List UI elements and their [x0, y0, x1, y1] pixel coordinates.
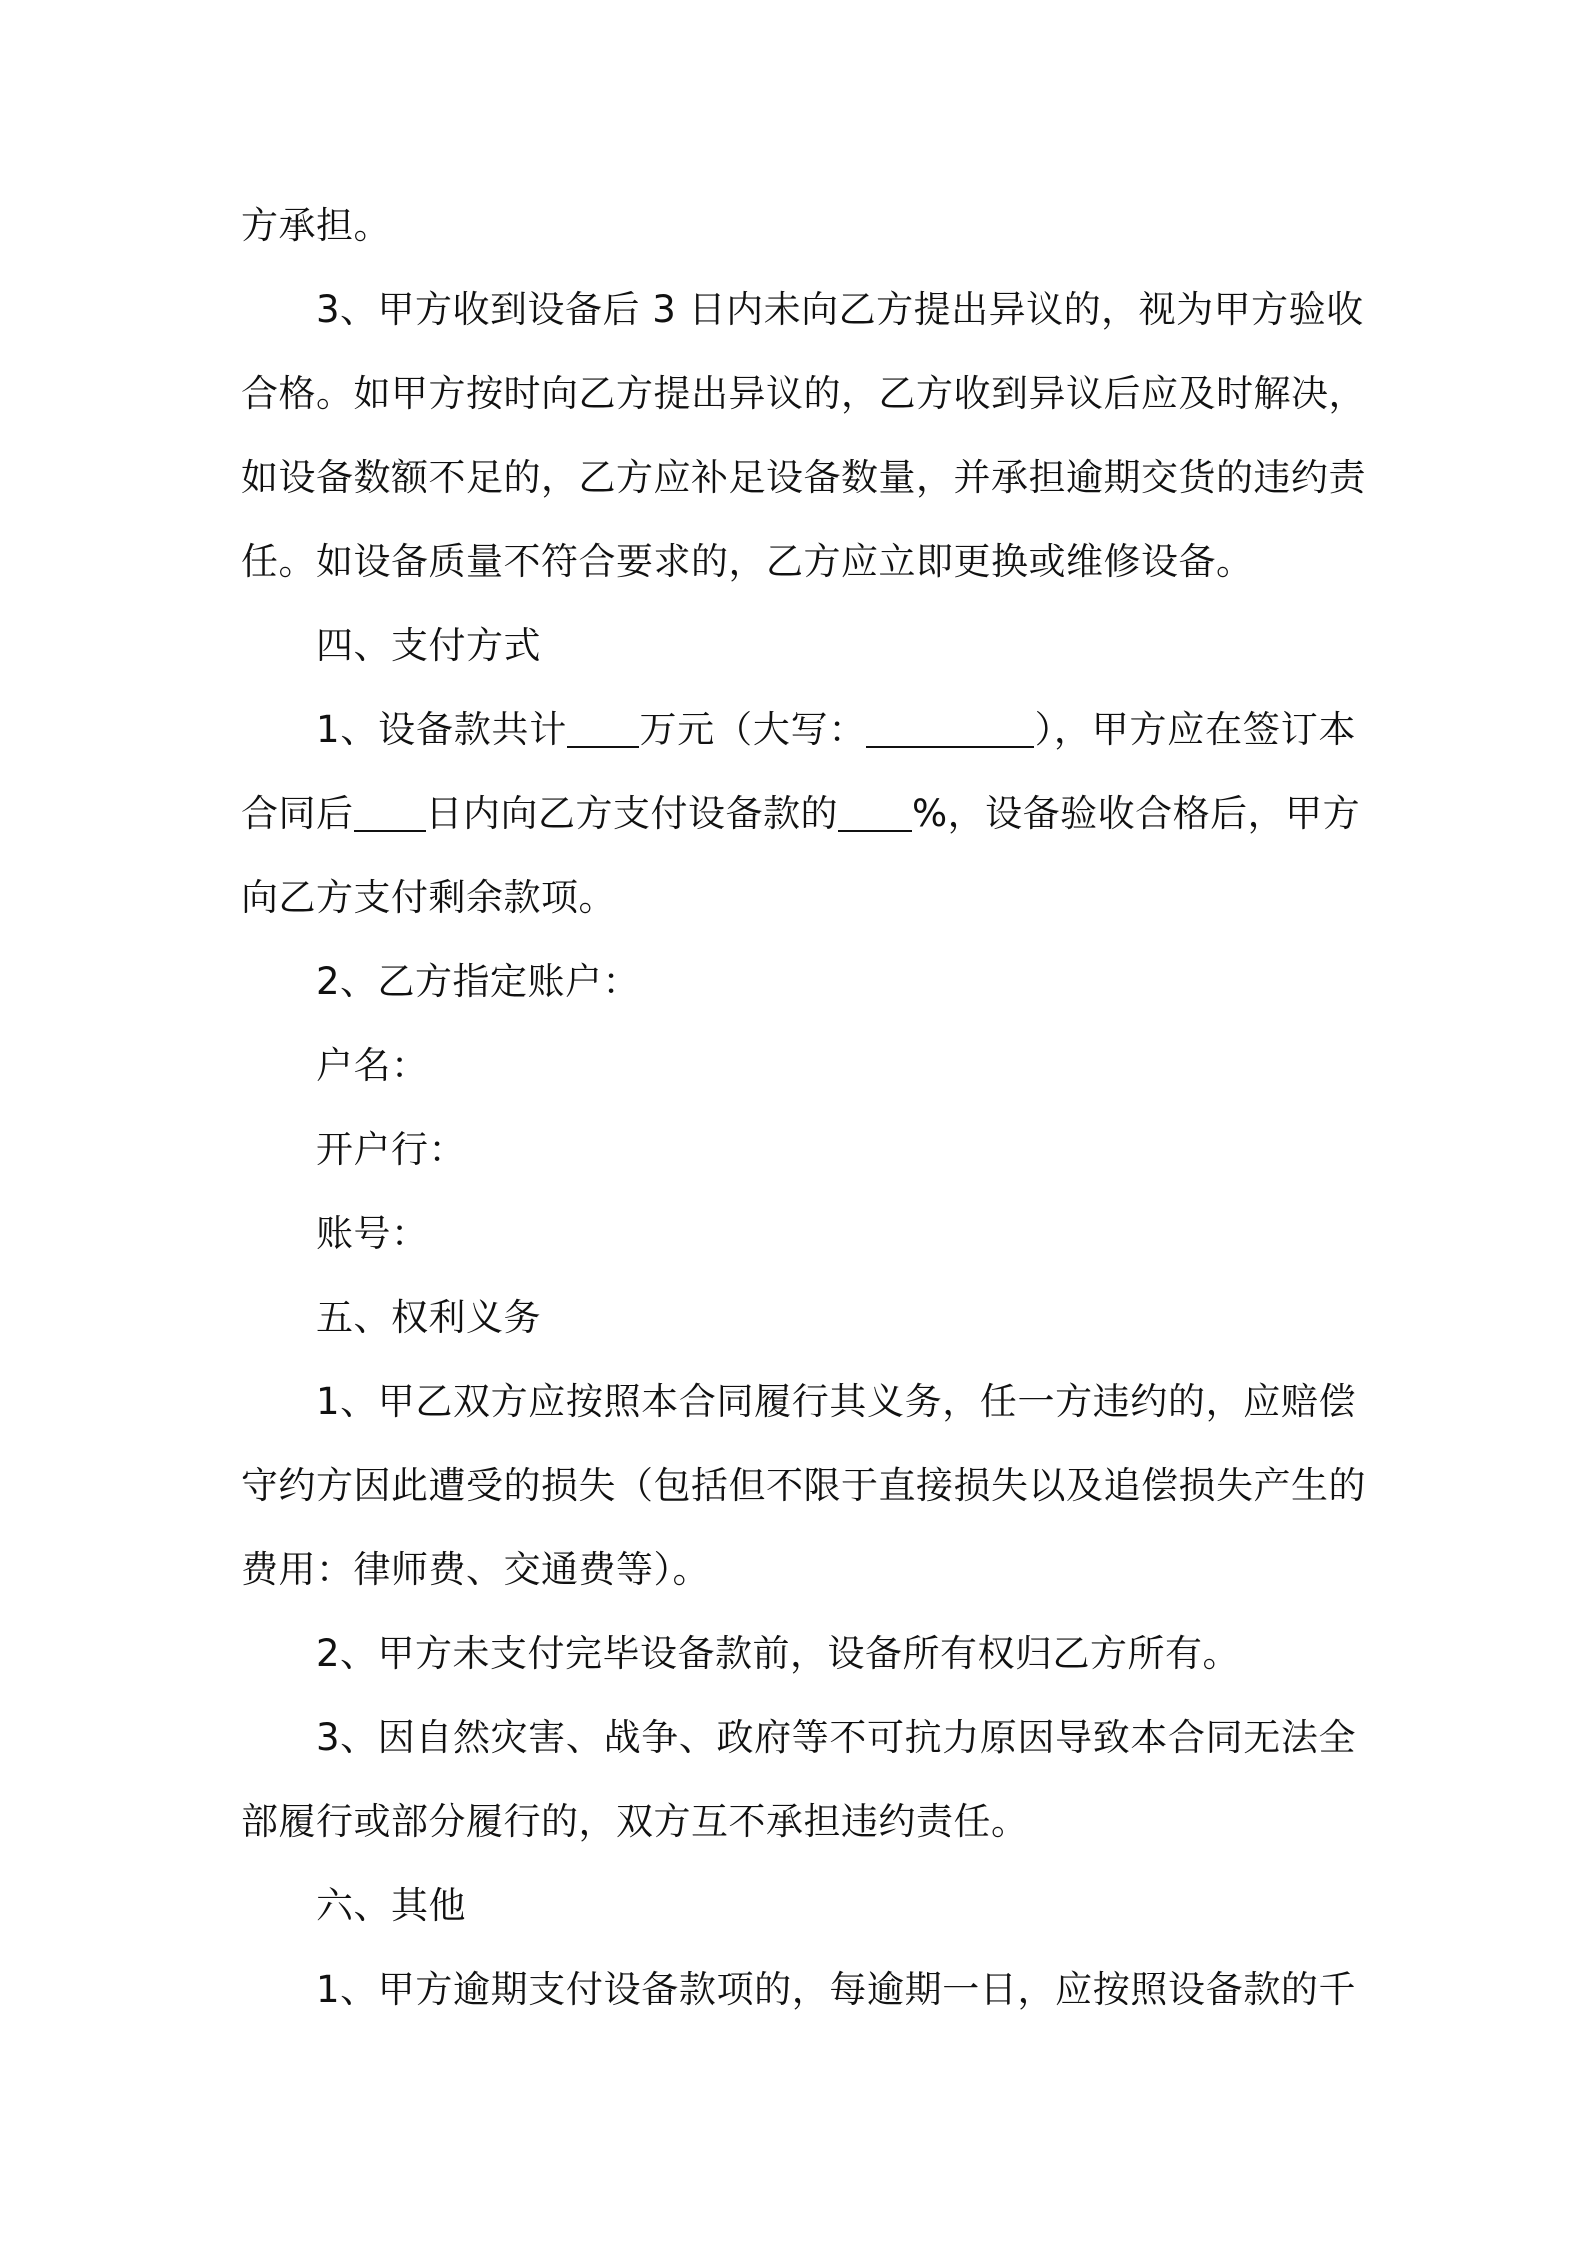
section-heading: 五、权利义务 [316, 1296, 541, 1339]
text-line: 向乙方支付剩余款项。 [241, 876, 616, 919]
fill-in-blank[interactable] [866, 706, 1034, 748]
text-segment: 万元（大写： [639, 708, 867, 751]
account-name-label: 户名： [316, 1044, 429, 1087]
fill-in-blank[interactable] [838, 790, 912, 832]
bank-label: 开户行： [316, 1128, 466, 1171]
text-segment: 合同后 [241, 792, 354, 835]
text-line: 守约方因此遭受的损失（包括但不限于直接损失以及追偿损失产生的 [241, 1464, 1366, 1507]
text-line: 部履行或部分履行的，双方互不承担违约责任。 [241, 1800, 1029, 1843]
text-line: 3、甲方收到设备后 3 日内未向乙方提出异议的，视为甲方验收 [316, 288, 1364, 331]
section-heading: 六、其他 [316, 1884, 466, 1927]
text-segment: 1、设备款共计 [316, 708, 568, 751]
text-line: 3、因自然灾害、战争、政府等不可抗力原因导致本合同无法全 [316, 1716, 1356, 1759]
text-segment: 日内向乙方支付设备款的 [425, 792, 838, 835]
fill-in-blank[interactable] [354, 790, 426, 832]
text-line [316, 700, 1356, 760]
text-line: 费用：律师费、交通费等）。 [241, 1548, 710, 1591]
text-line: 2、甲方未支付完毕设备款前，设备所有权归乙方所有。 [316, 1632, 1241, 1675]
text-line: 1、甲乙双方应按照本合同履行其义务，任一方违约的，应赔偿 [316, 1380, 1356, 1423]
text-line: 合格。如甲方按时向乙方提出异议的，乙方收到异议后应及时解决， [241, 372, 1366, 415]
text-line: 2、乙方指定账户： [316, 960, 641, 1003]
fill-in-blank[interactable] [567, 706, 639, 748]
text-line: 如设备数额不足的，乙方应补足设备数量，并承担逾期交货的违约责 [241, 456, 1366, 499]
text-segment: ），甲方应在签订本 [1034, 708, 1357, 751]
text-line: 1、甲方逾期支付设备款项的，每逾期一日，应按照设备款的千 [316, 1968, 1356, 2011]
text-line: 方承担。 [241, 204, 391, 247]
text-line: 任。如设备质量不符合要求的，乙方应立即更换或维修设备。 [241, 540, 1254, 583]
text-line [241, 784, 1361, 844]
section-heading: 四、支付方式 [316, 624, 541, 667]
text-segment: %，设备验收合格后，甲方 [912, 792, 1361, 835]
account-number-label: 账号： [316, 1212, 429, 1255]
